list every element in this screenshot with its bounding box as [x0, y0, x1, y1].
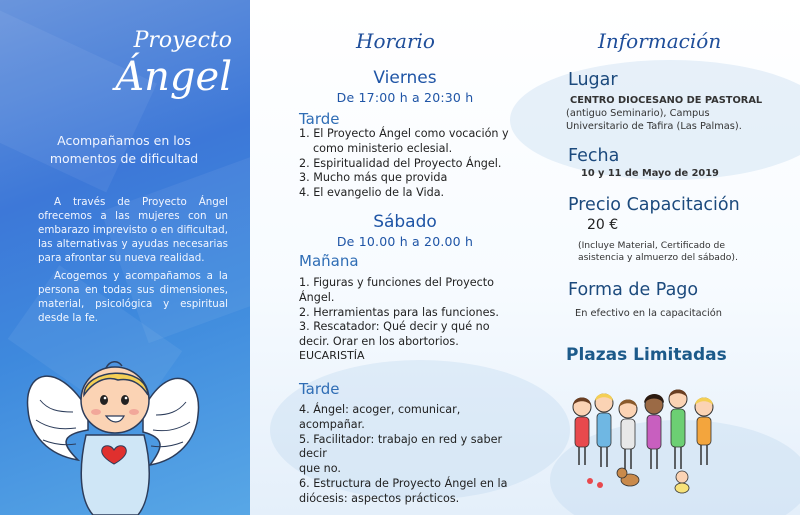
children-group-illustration	[560, 385, 730, 495]
left-panel	[0, 0, 250, 515]
fecha-value: 10 y 11 de Mayo de 2019	[581, 168, 719, 179]
tarde1-list	[299, 127, 524, 201]
plazas-limitadas: Plazas Limitadas	[566, 345, 727, 365]
horario-title: Horario	[356, 29, 435, 53]
lugar-label: Lugar	[568, 70, 618, 90]
intro-paragraph-1: A través de Proyecto Ángel ofrecemos a las mujeres con un embarazo imprevisto o en dificultad, las alternativas y ayudas necesarias para afrontar su nueva realidad.	[38, 196, 228, 264]
precio-label: Precio Capacitación	[568, 195, 740, 215]
title-line2: Ángel	[115, 54, 232, 100]
fecha-label: Fecha	[568, 146, 620, 166]
pago-label: Forma de Pago	[568, 280, 699, 300]
precio-note-1: (Incluye Material, Certificado de	[578, 240, 726, 251]
informacion-title: Información	[598, 29, 722, 53]
list-item: 2. Herramientas para las funciones.	[299, 305, 499, 319]
tarde1-label: Tarde	[299, 110, 340, 128]
viernes-time: De 17:00 h a 20:30 h	[336, 90, 474, 105]
manana-list	[299, 276, 524, 350]
angel-illustration	[18, 340, 208, 515]
lugar-detail-2: Universitario de Tafira (Las Palmas).	[566, 121, 742, 132]
tarde2-list	[299, 403, 524, 506]
sabado-day: Sábado	[373, 212, 437, 232]
list-item: 1. El Proyecto Ángel como vocación y como ministerio eclesial.	[299, 127, 509, 155]
list-item: 4. Ángel: acoger, comunicar, acompañar.	[299, 403, 461, 431]
list-item: 6. Estructura de Proyecto Ángel en la diócesis: aspectos prácticos.	[299, 476, 508, 505]
list-item: 4. El evangelio de la Vida.	[299, 186, 445, 200]
pago-value: En efectivo en la capacitación	[575, 308, 722, 319]
list-item: 1. Figuras y funciones del Proyecto Ángel.	[299, 276, 495, 304]
precio-value: 20 €	[587, 217, 619, 233]
list-item: 3. Mucho más que provida	[299, 171, 448, 185]
tarde2-label: Tarde	[299, 380, 340, 398]
manana-label: Mañana	[299, 252, 359, 270]
intro-paragraph-2: Acogemos y acompañamos a la persona en todas sus dimensiones, material, psicológica y espiritual desde la fe.	[38, 270, 228, 324]
precio-note-2: asistencia y almuerzo del sábado).	[578, 252, 738, 263]
eucaristia-text: EUCARISTÍA	[299, 349, 365, 362]
tagline: Acompañamos en los momentos de dificultad	[49, 133, 199, 167]
sabado-time: De 10.00 h a 20.00 h	[336, 234, 474, 249]
title-line1: Proyecto	[133, 28, 232, 53]
list-item: 3. Rescatador: Qué decir y qué no decir. Orar en los abortorios.	[299, 320, 490, 349]
lugar-name: CENTRO DIOCESANO DE PASTORAL	[570, 95, 763, 106]
list-item: 2. Espiritualidad del Proyecto Ángel.	[299, 156, 502, 170]
lugar-detail-1: (antiguo Seminario), Campus	[566, 108, 710, 119]
viernes-day: Viernes	[373, 68, 437, 88]
list-item: 5. Facilitador: trabajo en red y saber decir que no.	[299, 432, 503, 476]
